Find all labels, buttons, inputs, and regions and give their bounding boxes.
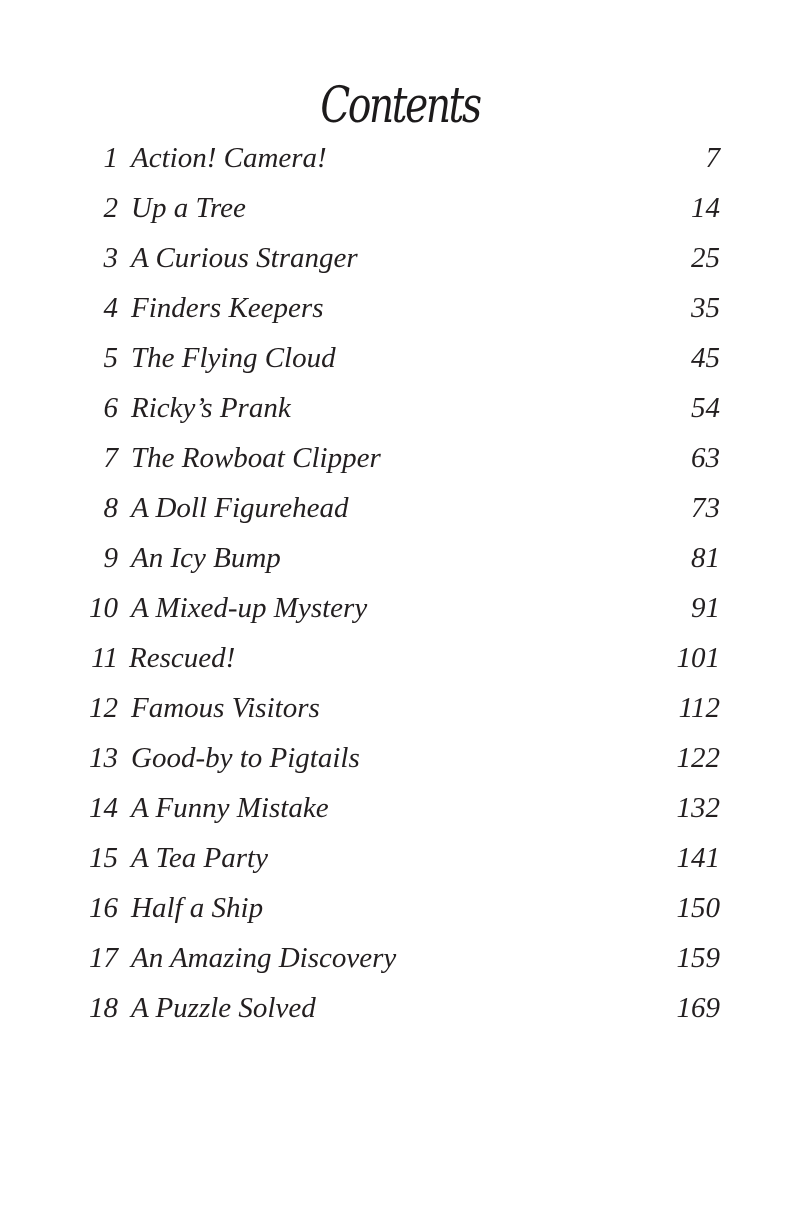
toc-entry bbox=[0, 483, 800, 533]
chapter-page-number: 81 bbox=[691, 542, 720, 574]
page-title: Contents bbox=[320, 76, 480, 134]
chapter-number: 16 bbox=[89, 892, 118, 924]
chapter-page-number: 14 bbox=[691, 192, 720, 224]
chapter-title: Half a Ship bbox=[131, 892, 264, 924]
chapter-number: 2 bbox=[103, 192, 118, 224]
chapter-number: 13 bbox=[89, 742, 118, 774]
chapter-number: 9 bbox=[103, 542, 118, 574]
toc-entry bbox=[0, 233, 800, 283]
chapter-page-number: 150 bbox=[676, 892, 720, 924]
toc-entry bbox=[0, 683, 800, 733]
toc-entry bbox=[0, 183, 800, 233]
chapter-page-number: 101 bbox=[676, 642, 720, 674]
chapter-title: The Flying Cloud bbox=[131, 342, 336, 374]
chapter-title: A Curious Stranger bbox=[131, 242, 358, 274]
chapter-number: 5 bbox=[103, 342, 118, 374]
toc-entry bbox=[0, 383, 800, 433]
toc-entry bbox=[0, 533, 800, 583]
toc-entry bbox=[0, 433, 800, 483]
chapter-page-number: 25 bbox=[691, 242, 720, 274]
chapter-number: 4 bbox=[103, 292, 118, 324]
chapter-page-number: 91 bbox=[691, 592, 720, 624]
toc-entry bbox=[0, 733, 800, 783]
chapter-number: 6 bbox=[103, 392, 118, 424]
chapter-title: Up a Tree bbox=[131, 192, 246, 224]
chapter-page-number: 45 bbox=[691, 342, 720, 374]
toc-entry bbox=[0, 633, 800, 683]
toc-entry bbox=[0, 333, 800, 383]
chapter-number: 18 bbox=[89, 992, 118, 1024]
chapter-page-number: 54 bbox=[691, 392, 720, 424]
toc-entry bbox=[0, 133, 800, 183]
toc-entry bbox=[0, 833, 800, 883]
chapter-number: 7 bbox=[103, 442, 118, 474]
chapter-title: A Mixed-up Mystery bbox=[131, 592, 368, 624]
chapter-title: A Doll Figurehead bbox=[131, 492, 349, 524]
chapter-number: 3 bbox=[103, 242, 118, 274]
toc-entry bbox=[0, 283, 800, 333]
chapter-number: 15 bbox=[89, 842, 118, 874]
chapter-title: An Amazing Discovery bbox=[131, 942, 397, 974]
chapter-number: 17 bbox=[89, 942, 118, 974]
table-of-contents bbox=[0, 133, 800, 1033]
chapter-title: A Tea Party bbox=[131, 842, 268, 874]
chapter-number: 11 bbox=[91, 642, 118, 674]
chapter-page-number: 169 bbox=[676, 992, 720, 1024]
toc-entry bbox=[0, 933, 800, 983]
chapter-page-number: 112 bbox=[678, 692, 720, 724]
chapter-page-number: 73 bbox=[691, 492, 720, 524]
chapter-page-number: 7 bbox=[705, 142, 720, 174]
toc-entry bbox=[0, 883, 800, 933]
toc-entry bbox=[0, 783, 800, 833]
chapter-title: Action! Camera! bbox=[131, 142, 327, 174]
chapter-number: 1 bbox=[103, 142, 118, 174]
chapter-title: Famous Visitors bbox=[131, 692, 320, 724]
chapter-page-number: 141 bbox=[676, 842, 720, 874]
chapter-title: The Rowboat Clipper bbox=[131, 442, 381, 474]
chapter-page-number: 132 bbox=[676, 792, 720, 824]
toc-entry bbox=[0, 983, 800, 1033]
toc-entry bbox=[0, 583, 800, 633]
chapter-page-number: 122 bbox=[676, 742, 720, 774]
chapter-page-number: 159 bbox=[676, 942, 720, 974]
chapter-title: A Puzzle Solved bbox=[131, 992, 316, 1024]
chapter-page-number: 35 bbox=[691, 292, 720, 324]
chapter-title: An Icy Bump bbox=[131, 542, 281, 574]
chapter-number: 12 bbox=[89, 692, 118, 724]
chapter-title: Good-by to Pigtails bbox=[131, 742, 360, 774]
chapter-title: Rescued! bbox=[129, 642, 236, 674]
chapter-number: 14 bbox=[89, 792, 118, 824]
chapter-title: Ricky’s Prank bbox=[131, 392, 291, 424]
chapter-number: 8 bbox=[103, 492, 118, 524]
chapter-title: Finders Keepers bbox=[131, 292, 324, 324]
chapter-title: A Funny Mistake bbox=[131, 792, 329, 824]
chapter-page-number: 63 bbox=[691, 442, 720, 474]
chapter-number: 10 bbox=[89, 592, 118, 624]
